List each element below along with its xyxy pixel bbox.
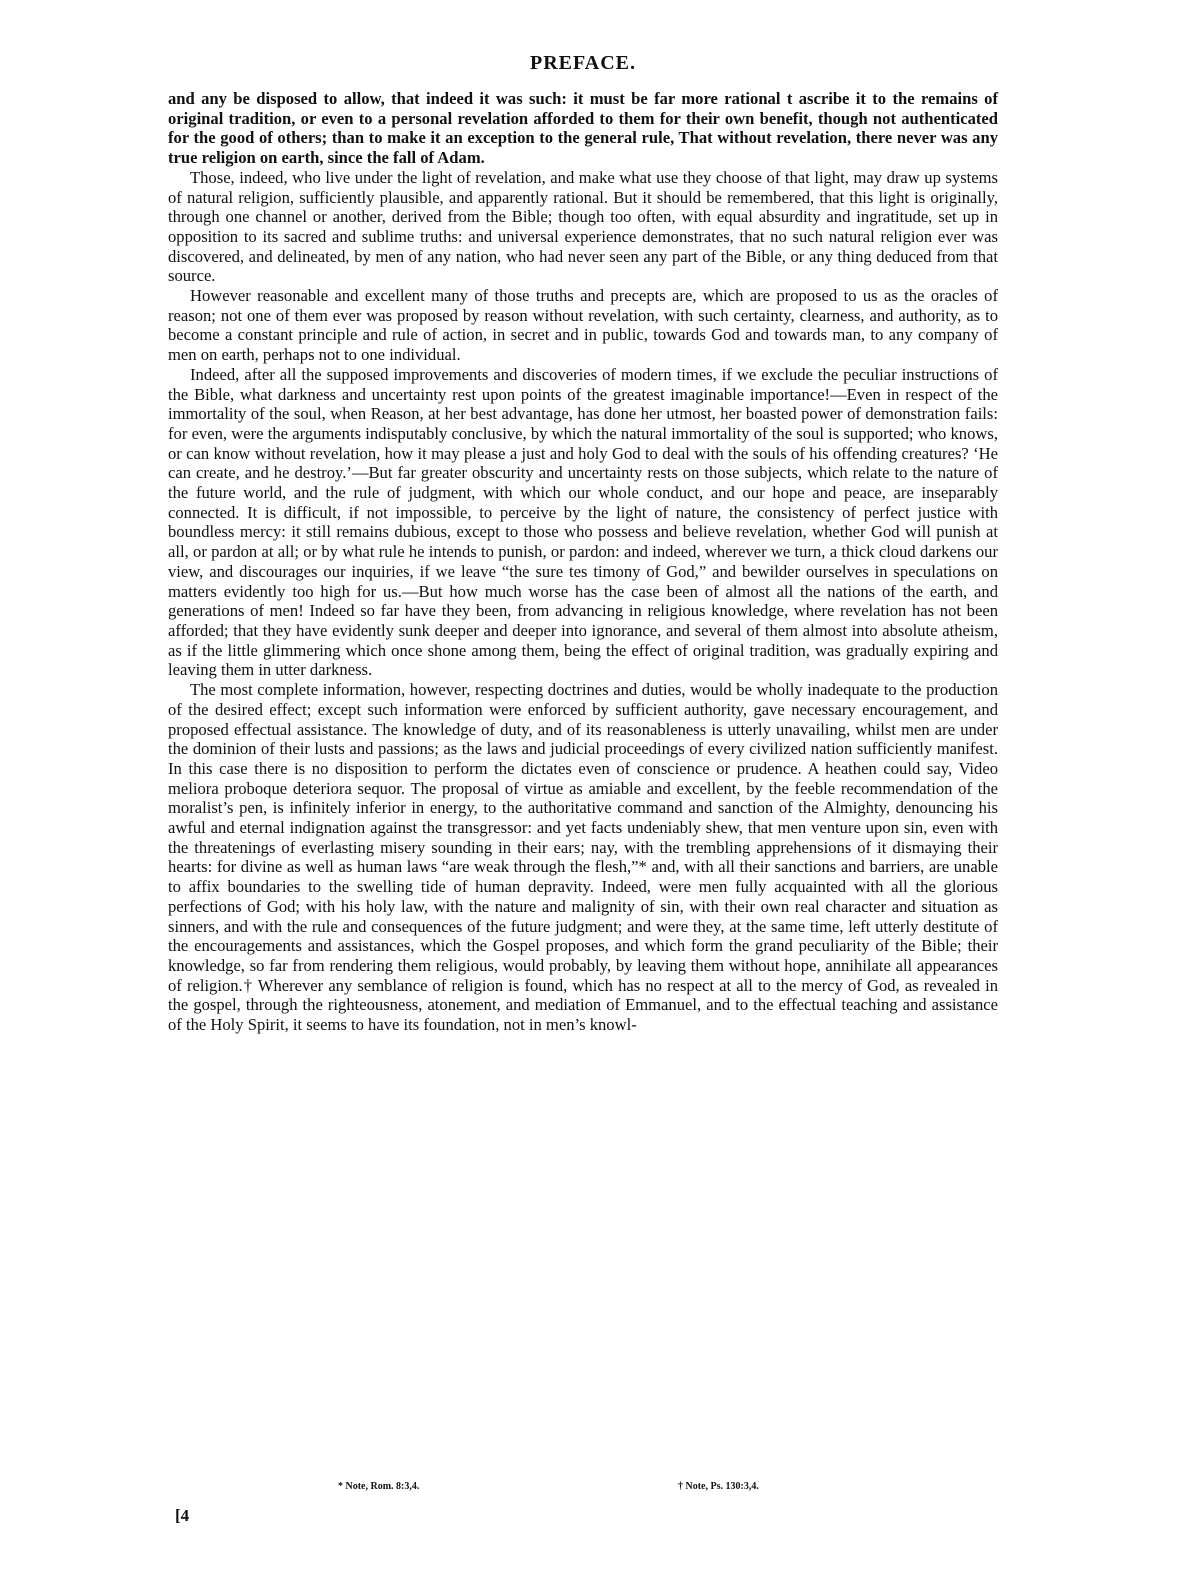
page-header: PREFACE. <box>530 52 636 74</box>
footnote-2: † Note, Ps. 130:3,4. <box>678 1481 759 1492</box>
paragraph-3: However reasonable and excellent many of those truths and precepts are, which are proposed to us as the oracles of reason; not one of them ever was proposed by reason without revelation, with such certainty, clearness, and authority, as to become a constant principle and rule of action, in secret and in public, towards God and towards man, to any company of men on earth, perhaps not to one individual. <box>168 286 998 365</box>
paragraph-5: The most complete information, however, respecting doctrines and duties, would be wholly inadequate to the production of the desired effect; except such information were enforced by sufficient authority, gave necessary encouragement, and proposed effectual assistance. The knowledge of duty, and of its reasonableness is utterly unavailing, whilst men are under the dominion of their lusts and passions; as the laws and judicial proceedings of every civilized nation sufficiently manifest. In this case there is no disposition to perform the dictates even of conscience or prudence. A heathen could say, Video meliora proboque deteriora sequor. The proposal of virtue as amiable and excellent, by the feeble recommendation of the moralist’s pen, is infinitely inferior in energy, to the authoritative command and sanction of the Almighty, denouncing his awful and eternal indignation against the transgressor: and yet facts undeniably shew, that men venture upon sin, even with the threatenings of everlasting misery sounding in their ears; nay, with the trembling apprehensions of it dismaying their hearts: for divine as well as human laws “are weak through the flesh,”* and, with all their sanctions and barriers, are unable to affix boundaries to the swelling tide of human depravity. Indeed, were men fully acquainted with all the glorious perfections of God; with his holy law, with the nature and malignity of sin, with their own real character and situation as sinners, and with the rule and consequences of the future judgment; and were they, at the same time, left utterly destitute of the encouragements and assistances, which the Gospel proposes, and which form the grand peculiarity of the Bible; their knowledge, so far from rendering them religious, would probably, by leaving them without hope, annihilate all appearances of religion.† Wherever any semblance of religion is found, which has no respect at all to the mercy of God, as revealed in the gospel, through the righteousness, atonement, and mediation of Emmanuel, and to the effectual teaching and assistance of the Holy Spirit, it seems to have its foundation, not in men’s knowl- <box>168 680 998 1035</box>
paragraph-1: and any be disposed to allow, that indeed it was such: it must be far more rational t ascribe it to the remains of original tradition, or even to a personal revelation afforded to them for their own benefit, though not authenticated for the good of others; than to make it an exception to the general rule, That without revelation, there never was any true religion on earth, since the fall of Adam. <box>168 89 998 168</box>
page-content <box>168 52 998 1035</box>
paragraph-2: Those, indeed, who live under the light of revelation, and make what use they choose of that light, may draw up systems of natural religion, sufficiently plausible, and apparently rational. But it should be remembered, that this light is originally, through one channel or another, derived from the Bible; though too often, with equal absurdity and ingratitude, set up in opposition to its sacred and sublime truths: and universal experience demonstrates, that no such natural religion ever was discovered, and delineated, by men of any nation, who had never seen any part of the Bible, or any thing deduced from that source. <box>168 167 998 286</box>
signature-mark: [4 <box>175 1506 190 1525</box>
paragraph-4: Indeed, after all the supposed improvements and discoveries of modern times, if we exclude the peculiar instructions of the Bible, what darkness and uncertainty rest upon points of the greatest imaginable importance!—Even in respect of the immortality of the soul, when Reason, at her best advantage, has done her utmost, her boasted power of demonstration fails: for even, were the arguments indisputably conclusive, by which the natural immortality of the soul is supported; who knows, or can know without revelation, how it may please a just and holy God to deal with the souls of his offending creatures? ‘He can create, and he destroy.’—But far greater obscurity and uncertainty rests on those subjects, which relate to the nature of the future world, and the rule of judgment, with which our whole conduct, and our hope and peace, are inseparably connected. It is difficult, if not impossible, to perceive by the light of nature, the consistency of perfect justice with boundless mercy: it still remains dubious, except to those who possess and believe revelation, whether God will punish at all, or pardon at all; or by what rule he intends to punish, or pardon: and indeed, wherever we turn, a thick cloud darkens our view, and discourages our inquiries, if we leave “the sure tes timony of God,” and bewilder ourselves in speculations on matters evidently too high for us.—But how much worse has the case been of almost all the nations of the earth, and generations of men! Indeed so far have they been, from advancing in religious knowledge, where revelation has not been afforded; that they have evidently sunk deeper and deeper into ignorance, and several of them almost into absolute atheism, as if the little glimmering which once shone among them, being the effect of original tradition, was gradually expiring and leaving them in utter darkness. <box>168 364 998 680</box>
footnote-1: * Note, Rom. 8:3,4. <box>338 1481 420 1492</box>
